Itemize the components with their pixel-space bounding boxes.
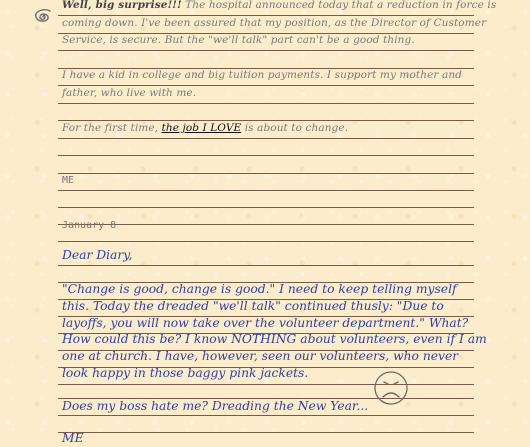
entry1-line-6-post: is about to change. [241,122,349,134]
ruled-line [58,190,474,191]
entry2-line-4: How could this be? I know NOTHING about volunteers, even if I am [62,332,487,346]
ruled-line [58,173,474,174]
ruled-line [58,50,474,51]
ruled-line [58,415,474,416]
ruled-line [58,265,474,266]
entry1-line-1-rest: The hospital announced today that a reduction in force is [181,0,497,11]
job-i-love-link[interactable]: the job I LOVE [161,122,242,134]
spiral-doodle-icon [30,6,56,28]
entry1-line-6-pre: For the first time, [62,122,162,134]
ruled-line [58,207,474,208]
entry2-line-3: layoffs, you will now take over the volunteer department." What? [62,316,469,330]
ruled-line [58,138,474,139]
entry2-line-6: look happy in those baggy pink jackets. [62,366,309,380]
entry2-line-5: one at church. I have, however, seen our volunteers, who never [62,349,459,363]
entry2-line-2: this. Today the dreaded "we'll talk" continued thusly: "Due to [62,299,444,313]
entry1-line-4: I have a kid in college and big tuition payments. I support my mother and [62,69,462,81]
entry1-line-6 [62,120,472,138]
ruled-line [58,103,474,104]
ruled-line [58,241,474,242]
frowning-face-icon [371,370,411,406]
entry2-date: January 8 [62,220,117,231]
entry1-line-3: Service, is secure. But the "we'll talk" part can't be a good thing. [62,34,415,46]
entry1-line-1 [62,0,497,15]
entry1-author: ME [62,175,75,186]
entry1-line-2: coming down. I've been assured that my position, as the Director of Customer [62,17,487,29]
entry2-line-1: "Change is good, change is good." I need to keep telling myself [62,282,457,296]
bold-phrase: Well, big surprise!!! [62,0,182,11]
ruled-line [58,384,474,385]
entry1-line-5: father, who live with me. [62,87,197,99]
ruled-line [58,155,474,156]
entry2-closing: Does my boss hate me? Dreading the New Year... [62,399,369,413]
entry2-greeting: Dear Diary, [62,248,133,262]
entry2-author: ME [62,431,84,445]
